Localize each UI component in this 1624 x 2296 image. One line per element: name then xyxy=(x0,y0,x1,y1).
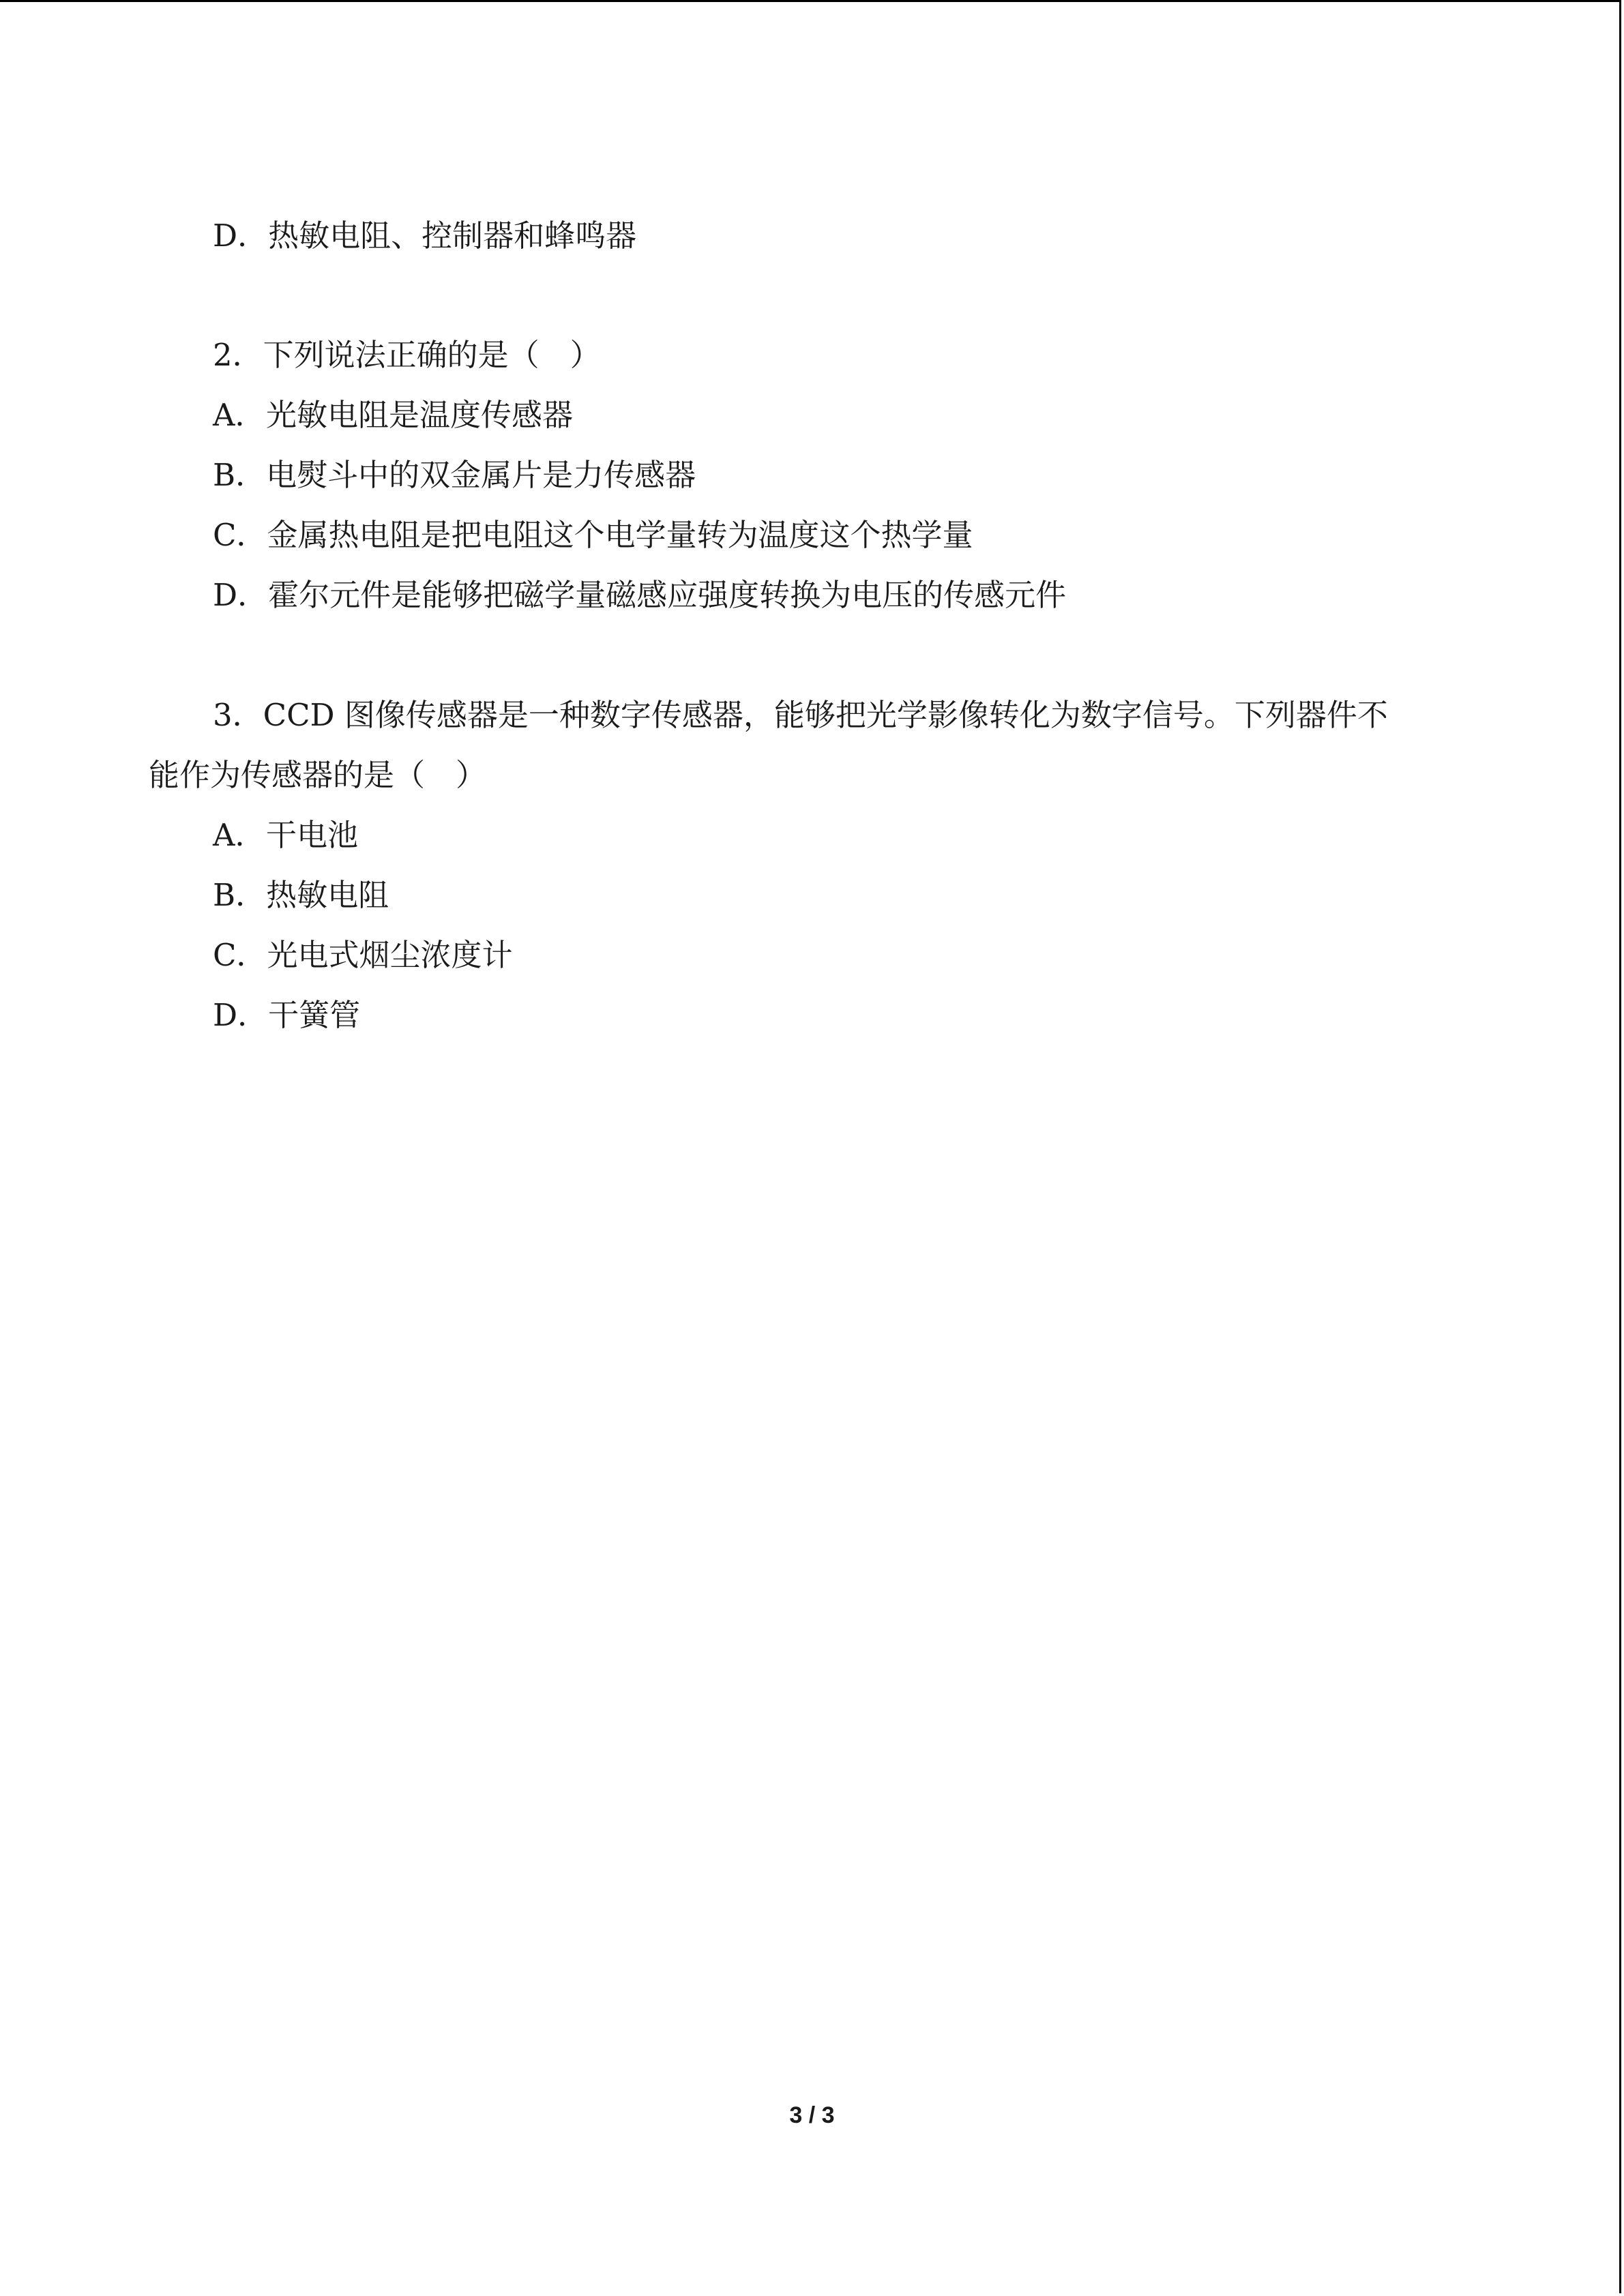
question-stem-continued: 能作为传感器的是（ ） xyxy=(149,757,487,793)
question-number: 2． xyxy=(213,337,263,373)
question-2-option-a xyxy=(213,395,573,436)
prev-question-option-d xyxy=(213,215,636,256)
option-letter: B． xyxy=(213,877,267,913)
option-text: 热敏电阻 xyxy=(266,877,389,913)
option-text: 干电池 xyxy=(266,817,359,853)
question-number: 3． xyxy=(213,697,263,733)
option-letter: B． xyxy=(213,457,267,493)
option-text: 光敏电阻是温度传感器 xyxy=(266,397,574,433)
option-text: 干簧管 xyxy=(268,997,361,1033)
question-2-option-d xyxy=(213,575,1066,616)
question-3-option-c xyxy=(213,935,512,976)
question-stem: CCD 图像传感器是一种数字传感器，能够把光学影像转化为数字信号。下列器件不 xyxy=(263,697,1388,733)
option-letter: C． xyxy=(213,517,267,553)
option-letter: A． xyxy=(213,397,266,433)
question-3-option-d xyxy=(213,995,360,1036)
option-text: 霍尔元件是能够把磁学量磁感应强度转换为电压的传感元件 xyxy=(268,577,1067,613)
option-letter: D． xyxy=(213,997,269,1033)
question-3-stem-line-2 xyxy=(149,755,486,796)
question-3-stem-line-1 xyxy=(213,695,1388,736)
option-letter: D． xyxy=(213,577,269,613)
question-stem: 下列说法正确的是（ ） xyxy=(263,337,601,373)
option-letter: A． xyxy=(213,817,266,853)
option-text: 金属热电阻是把电阻这个电学量转为温度这个热学量 xyxy=(267,517,973,553)
option-letter: D． xyxy=(213,218,269,254)
question-2-option-c xyxy=(213,515,973,556)
option-letter: C． xyxy=(213,937,267,973)
question-3-option-b xyxy=(213,875,389,916)
question-2-stem xyxy=(213,335,601,376)
page-number: 3 / 3 xyxy=(789,2102,835,2128)
question-3-option-a xyxy=(213,815,358,856)
question-2-option-b xyxy=(213,455,696,496)
option-text: 热敏电阻、控制器和蜂鸣器 xyxy=(268,218,637,254)
option-text: 电熨斗中的双金属片是力传感器 xyxy=(266,457,696,493)
option-text: 光电式烟尘浓度计 xyxy=(267,937,513,973)
